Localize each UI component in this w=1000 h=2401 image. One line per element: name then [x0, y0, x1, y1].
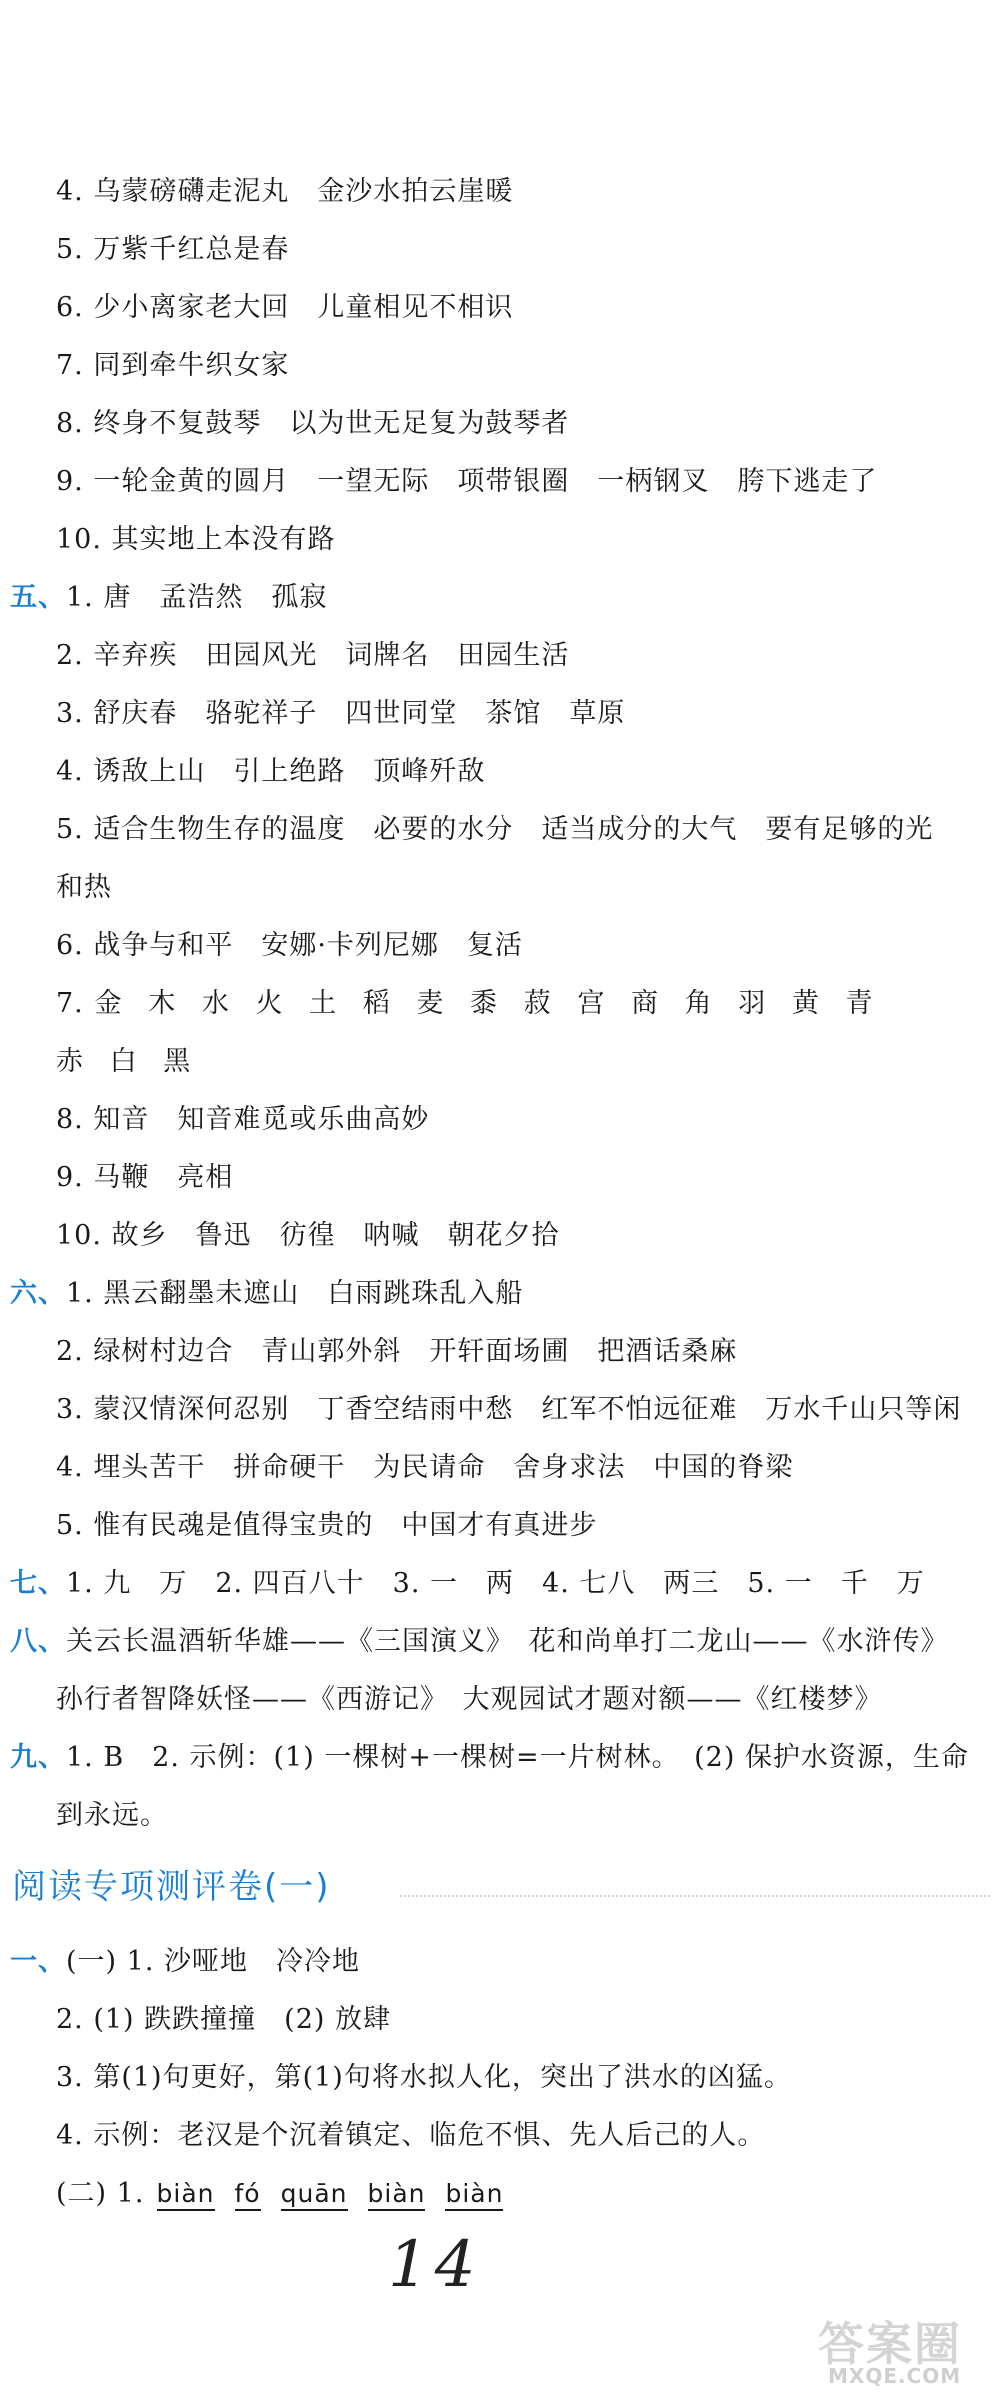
section-9	[10, 1738, 969, 1778]
page-number: 14	[388, 2228, 482, 2302]
answer-line: 2. 绿树村边合 青山郭外斜 开轩面场圃 把酒话桑麻	[56, 1336, 738, 1367]
answer-line: 8. 知音 知音难觅或乐曲高妙	[56, 1104, 430, 1135]
answer-char: 商	[630, 988, 659, 1019]
answer-text: 1. B 2. 示例：(1) 一棵树+一棵树=一片树林。 (2) 保护水资源，生命	[66, 1742, 969, 1773]
answer-char: 青	[845, 988, 874, 1019]
answer-char: 麦	[416, 988, 445, 1019]
answer-char: 赤	[56, 1046, 84, 1077]
answer-char: 宫	[577, 988, 606, 1019]
answer-char: 火	[255, 988, 284, 1019]
pinyin-answer: quān	[281, 2179, 348, 2211]
answer-line: 2. (1) 跌跌撞撞 (2) 放肆	[56, 2004, 391, 2035]
answer-line: 和热	[56, 872, 112, 903]
watermark-logo: 答案圈	[818, 2317, 962, 2371]
answer-text: 1. 黑云翻墨未遮山 白雨跳珠乱入船	[66, 1278, 524, 1309]
pinyin-line	[56, 2174, 521, 2214]
answer-line: 8. 终身不复鼓琴 以为世无足复为鼓琴者	[56, 408, 570, 439]
answer-line: 4. 诱敌上山 引上绝路 顶峰歼敌	[56, 756, 486, 787]
section-marker: 一、	[10, 1946, 66, 1977]
title-divider	[400, 1895, 990, 1897]
section-marker: 六、	[10, 1278, 66, 1309]
pinyin-answer: biàn	[445, 2179, 503, 2211]
answer-char: 木	[148, 988, 177, 1019]
answer-line: 6. 战争与和平 安娜·卡列尼娜 复活	[56, 930, 523, 961]
answer-line: 6. 少小离家老大回 儿童相见不相识	[56, 292, 514, 323]
section-marker: 八、	[10, 1626, 66, 1657]
answer-line: 4. 乌蒙磅礴走泥丸 金沙水拍云崖暖	[56, 176, 514, 207]
pinyin-answer: fó	[235, 2179, 261, 2211]
item-number: (二) 1.	[56, 2178, 145, 2209]
answer-char: 菽	[523, 988, 552, 1019]
pinyin-answer: biàn	[368, 2179, 426, 2211]
answer-line: 5. 惟有民魂是值得宝贵的 中国才有真进步	[56, 1510, 598, 1541]
answer-text: 1. 唐 孟浩然 孤寂	[66, 582, 328, 613]
answer-text: 1. 九 万 2. 四百八十 3. 一 两 4. 七八 两三 5. 一 千 万	[66, 1568, 925, 1599]
answer-line: 4. 埋头苦干 拼命硬干 为民请命 舍身求法 中国的脊梁	[56, 1452, 794, 1483]
answer-char: 黑	[163, 1046, 192, 1077]
answer-line: 5. 适合生物生存的温度 必要的水分 适当成分的大气 要有足够的光	[56, 814, 934, 845]
section-marker: 七、	[10, 1568, 66, 1599]
answer-char: 水	[201, 988, 230, 1019]
answer-line: 7. 同到牵牛织女家	[56, 350, 290, 381]
pinyin-answer: biàn	[157, 2179, 215, 2211]
answer-char: 黄	[791, 988, 820, 1019]
answer-line-7b	[56, 1042, 217, 1082]
section-7	[10, 1564, 925, 1604]
answer-line: 9. 一轮金黄的圆月 一望无际 项带银圈 一柄钢叉 胯下逃走了	[56, 466, 878, 497]
reading-section-1-first	[10, 1942, 360, 1982]
answer-line: 3. 第(1)句更好，第(1)句将水拟人化，突出了洪水的凶猛。	[56, 2062, 792, 2093]
answer-char: 黍	[470, 988, 499, 1019]
section-6-first	[10, 1274, 523, 1314]
answer-line: 9. 马鞭 亮相	[56, 1162, 234, 1193]
section-marker: 九、	[10, 1742, 66, 1773]
answer-line: 3. 舒庆春 骆驼祥子 四世同堂 茶馆 草原	[56, 698, 626, 729]
section-8	[10, 1622, 949, 1662]
answer-char: 白	[109, 1046, 138, 1077]
section-marker: 五、	[10, 582, 66, 613]
answer-line: 10. 故乡 鲁迅 彷徨 呐喊 朝花夕拾	[56, 1220, 560, 1251]
watermark	[818, 2308, 993, 2396]
answer-char: 金	[94, 988, 123, 1019]
answer-char: 稻	[362, 988, 391, 1019]
answer-text: (一) 1. 沙哑地 冷冷地	[66, 1946, 360, 1977]
answer-char: 土	[309, 988, 338, 1019]
answer-line: 到永远。	[56, 1800, 168, 1831]
answer-line: 2. 辛弃疾 田园风光 词牌名 田园生活	[56, 640, 570, 671]
section-5-first	[10, 578, 327, 618]
section-title: 阅读专项测评卷(一)	[12, 1867, 331, 1907]
answer-line-7	[56, 984, 899, 1024]
answer-char: 羽	[738, 988, 767, 1019]
answer-line: 5. 万紫千红总是春	[56, 234, 290, 265]
item-number: 7.	[56, 988, 84, 1019]
answer-text: 关云长温酒斩华雄——《三国演义》 花和尚单打二龙山——《水浒传》	[66, 1626, 949, 1657]
watermark-url: MXQE.COM	[828, 2364, 962, 2388]
answer-line: 4. 示例：老汉是个沉着镇定、临危不惧、先人后己的人。	[56, 2120, 766, 2151]
answer-line: 孙行者智降妖怪——《西游记》 大观园试才题对额——《红楼梦》	[56, 1684, 883, 1715]
answer-char: 角	[684, 988, 713, 1019]
answer-line: 3. 蒙汉情深何忍别 丁香空结雨中愁 红军不怕远征难 万水千山只等闲	[56, 1394, 962, 1425]
answer-line: 10. 其实地上本没有路	[56, 524, 336, 555]
